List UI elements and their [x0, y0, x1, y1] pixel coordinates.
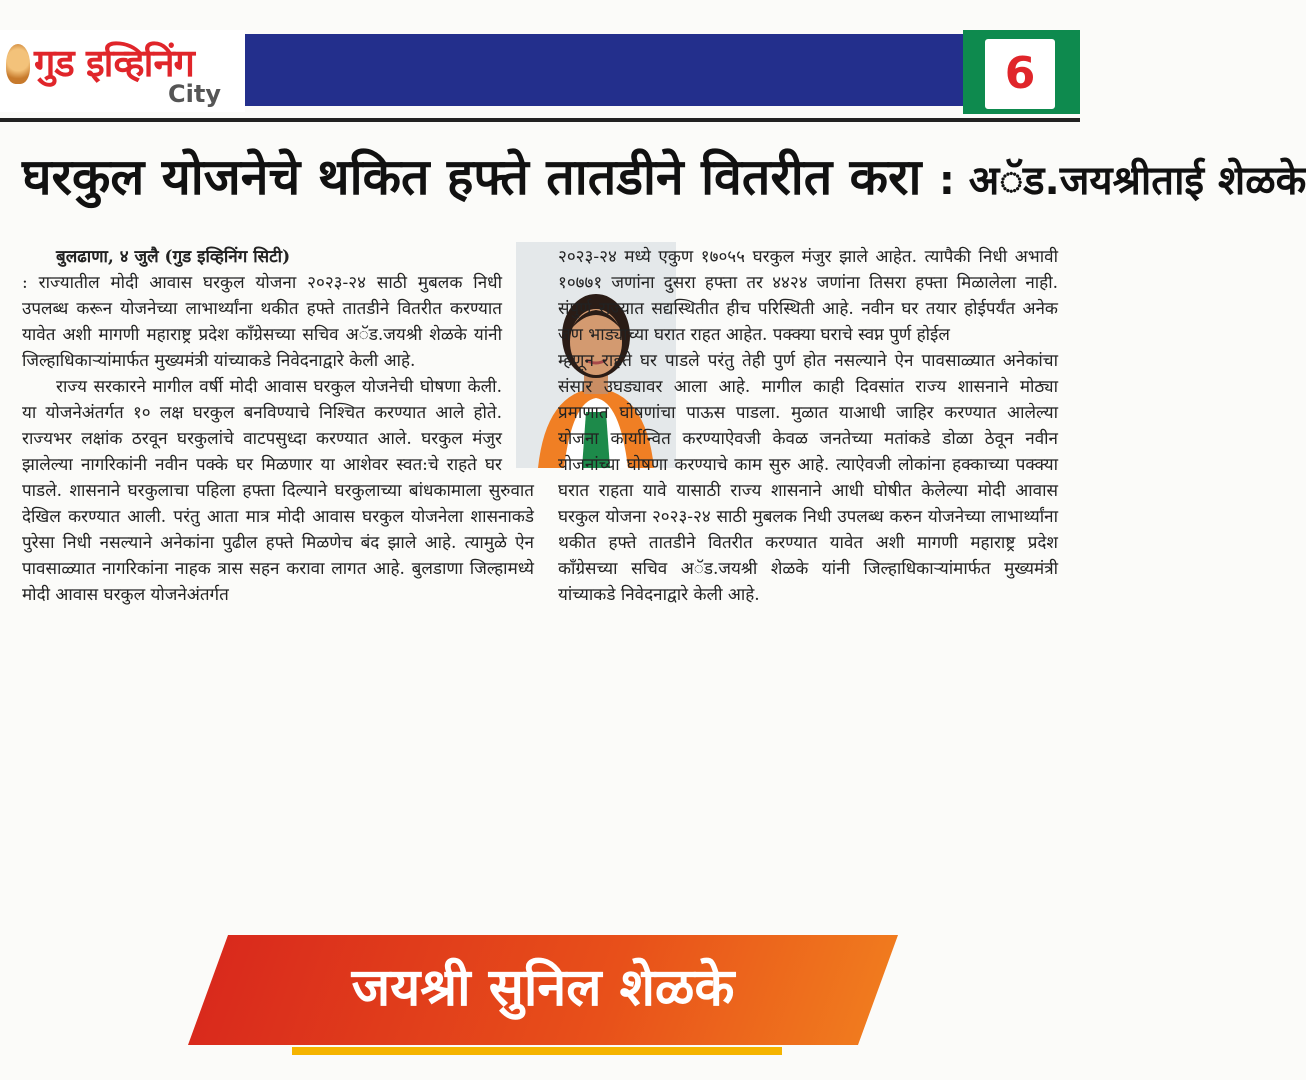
article-column-right — [558, 244, 1058, 608]
masthead-rule — [0, 118, 1080, 122]
page-number: 6 — [982, 36, 1058, 112]
banner-underline — [292, 1047, 782, 1055]
dateline: बुलढाणा, ४ जुलै (गुड इव्हिनिंग सिटी) — [56, 247, 291, 267]
logo-emblem-icon — [6, 44, 30, 84]
masthead-bar — [245, 34, 963, 106]
headline-attribution: : अॅड.जयश्रीताई शेळके — [938, 158, 1306, 204]
article-column-left — [22, 244, 534, 608]
logo-city: City — [168, 80, 221, 108]
banner-name: जयश्री सुनिल शेळके — [351, 958, 735, 1018]
headline — [22, 132, 1306, 222]
right-paragraph-top: २०२३-२४ मध्ये एकुण १७०५५ घरकुल मंजुर झाले आहेत. त्यापैकी निधी अभावी १०७७१ जणांना दुसरा हफ्ता तर ४४२४ जणांना तिसरा हफ्ता मिळालेला नाही. संपुर्ण राज्यात सद्यस्थितीत हीच परिस्थिती आहे. नवीन घर तयार होईपर्यंत अनेक जण भाड्याच्या घरात राहत आहेत. पक्क्या घराचे स्वप्न पुर्ण होईल — [558, 247, 1058, 345]
left-paragraph-1: : राज्यातील मोदी आवास घरकुल योजना २०२३-२४ साठी मुबलक निधी उपलब्ध करून योजनेच्या लाभार्थ्यांना थकीत हफ्ते तातडीने वितरीत करण्यात यावेत अशी मागणी महाराष्ट्र प्रदेश कॉंग्रेसच्या सचिव अॅड.जयश्री शेळके यांनी जिल्हाधिकाऱ्यांमार्फत मुख्यमंत्री यांच्याकडे निवेदनाद्वारे केली आहे. — [22, 273, 502, 371]
left-paragraph-2: राज्य सरकारने मागील वर्षी मोदी आवास घरकुल योजनेची घोषणा केली. या योजनेअंतर्गत १० लक्ष घरकुल बनविण्याचे निश्चित करण्यात आले होते. राज्यभर लक्षांक ठरवून घरकुलांचे वाटपसुध्दा करण्यात आले. घरकुल मंजुर झालेल्या नागरिकांनी नवीन पक्के घर मिळणार या आशेवर स्वत:चे राहते घर पाडले. शासनाने घरकुलाचा पहिला हफ्ता दिल्याने घरकुलाच्या बांधकामाला सुरुवात देखिल करण्यात आली. परंतु आता मात्र मोदी आवास घरकुल योजनेला शासनाकडे पुरेसा निधी नसल्याने अनेकांना पुढील हफ्ते मिळणेच बंद झाले आहे. त्यामुळे ऐन पावसाळ्यात नागरिकांना नाहक त्रास सहन करावा लागत आहे. बुलडाणा जिल्हामध्ये मोदी आवास घरकुल योजनेअंतर्गत — [22, 377, 534, 605]
newspaper-logo — [0, 30, 245, 112]
headline-main: घरकुल योजनेचे थकित हफ्ते तातडीने वितरीत करा — [22, 148, 922, 206]
logo-title: गुड इव्हिनिंग — [34, 41, 194, 85]
masthead — [0, 30, 1080, 120]
right-paragraph-rest: म्हणून राहते घर पाडले परंतु तेही पुर्ण होत नसल्याने ऐन पावसाळ्यात अनेकांचा संसार उघड्यावर आला आहे. मागील काही दिवसांत राज्य शासनाने मोठ्या प्रमाणात घोषणांचा पाऊस पाडला. मुळात याआधी जाहिर करण्यात आलेल्या योजना कार्यान्वित करण्याऐवजी केवळ जनतेच्या मतांकडे डोळा ठेवून नवीन योजनांच्या घोषणा करण्याचे काम सुरु आहे. त्याऐवजी लोकांना हक्काच्या पक्क्या घरात राहता यावे यासाठी राज्य शासनाने आधी घोषीत केलेल्या मोदी आवास घरकुल योजना २०२३-२४ साठी मुबलक निधी उपलब्ध करुन योजनेच्या लाभार्थ्यांना थकीत हफ्ते तातडीने वितरीत करण्यात यावेत अशी मागणी महाराष्ट्र प्रदेश कॉंग्रेसच्या सचिव अॅड.जयश्री शेळके यांनी जिल्हाधिकाऱ्यांमार्फत मुख्यमंत्री यांच्याकडे निवेदनाद्वारे केली आहे. — [558, 351, 1058, 605]
